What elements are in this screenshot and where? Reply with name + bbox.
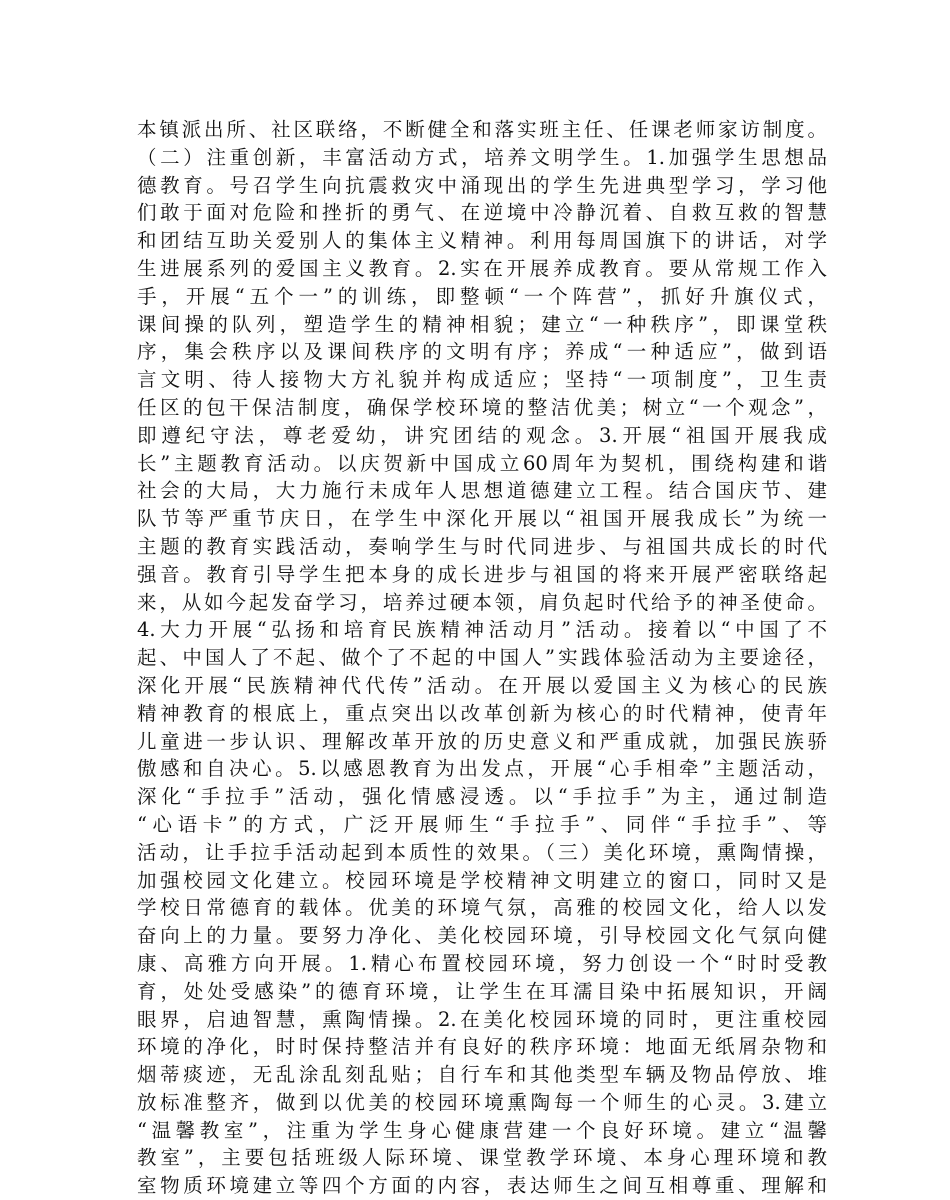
text-line: 康、高雅方向开展。1.精心布置校园环境，努力创设一个“时时受教 — [137, 951, 827, 975]
text-line: 社会的大局，大力施行未成年人思想道德建立工程。结合国庆节、建 — [137, 479, 827, 503]
text-line: （二）注重创新，丰富活动方式，培养文明学生。1.加强学生思想品 — [137, 145, 827, 169]
text-line: 奋向上的力量。要努力净化、美化校园环境，引导校园文化气氛向健 — [137, 924, 827, 948]
text-line: 放标准整齐，做到以优美的校园环境熏陶每一个师生的心灵。3.建立 — [137, 1090, 827, 1114]
text-line: 环境的净化，时时保持整洁并有良好的秩序环境：地面无纸屑杂物和 — [137, 1035, 827, 1059]
body-text — [137, 116, 827, 1200]
text-line: 序，集会秩序以及课间秩序的文明有序；养成“一种适应”，做到语 — [137, 340, 827, 364]
text-line: 强音。教育引导学生把本身的成长进步与祖国的将来开展严密联络起 — [137, 562, 827, 586]
text-line: 儿童进一步认识、理解改革开放的历史意义和严重成就，加强民族骄 — [137, 729, 827, 753]
text-line: “温馨教室”，注重为学生身心健康营建一个良好环境。建立“温馨 — [137, 1118, 827, 1142]
text-line: 们敢于面对危险和挫折的勇气、在逆境中冷静沉着、自救互救的智慧 — [137, 201, 827, 225]
text-line: 活动，让手拉手活动起到本质性的效果。（三）美化环境，熏陶情操， — [137, 840, 827, 864]
text-line: 室物质环境建立等四个方面的内容，表达师生之间互相尊重、理解和 — [137, 1174, 827, 1198]
text-line: “心语卡”的方式，广泛开展师生“手拉手”、同伴“手拉手”、等 — [137, 812, 827, 836]
text-line: 本镇派出所、社区联络，不断健全和落实班主任、任课老师家访制度。 — [137, 118, 827, 141]
text-line: 队节等严重节庆日，在学生中深化开展以“祖国开展我成长”为统一 — [137, 507, 827, 531]
text-line: 即遵纪守法，尊老爱幼，讲究团结的观念。3.开展“祖国开展我成 — [137, 423, 827, 447]
text-line: 教室”，主要包括班级人际环境、课堂教学环境、本身心理环境和教 — [137, 1146, 827, 1170]
text-line: 主题的教育实践活动，奏响学生与时代同进步、与祖国共成长的时代 — [137, 534, 827, 558]
text-line: 精神教育的根底上，重点突出以改革创新为核心的时代精神，使青年 — [137, 701, 827, 725]
text-line: 深化“手拉手”活动，强化情感浸透。以“手拉手”为主，通过制造 — [137, 785, 827, 809]
text-line: 学校日常德育的载体。优美的环境气氛，高雅的校园文化，给人以发 — [137, 896, 827, 920]
text-line: 眼界，启迪智慧，熏陶情操。2.在美化校园环境的同时，更注重校园 — [137, 1007, 827, 1031]
text-line: 加强校园文化建立。校园环境是学校精神文明建立的窗口，同时又是 — [137, 868, 827, 892]
text-line: 手，开展“五个一”的训练，即整顿“一个阵营”，抓好升旗仪式， — [137, 284, 827, 308]
text-line: 课间操的队列，塑造学生的精神相貌；建立“一种秩序”，即课堂秩 — [137, 312, 827, 336]
text-line: 言文明、待人接物大方礼貌并构成适应；坚持“一项制度”，卫生责 — [137, 368, 827, 392]
text-line: 烟蒂痰迹，无乱涂乱刻乱贴；自行车和其他类型车辆及物品停放、堆 — [137, 1063, 827, 1087]
text-line: 来，从如今起发奋学习，培养过硬本领，肩负起时代给予的神圣使命。 — [137, 590, 827, 614]
text-line: 长”主题教育活动。以庆贺新中国成立60周年为契机，围绕构建和谐 — [137, 451, 827, 475]
text-line: 4.大力开展“弘扬和培育民族精神活动月”活动。接着以“中国了不 — [137, 618, 827, 642]
text-line: 起、中国人了不起、做个了不起的中国人”实践体验活动为主要途径， — [137, 646, 827, 670]
text-line: 和团结互助关爱别人的集体主义精神。利用每周国旗下的讲话，对学 — [137, 229, 827, 253]
text-line: 育，处处受感染”的德育环境，让学生在耳濡目染中拓展知识，开阔 — [137, 979, 827, 1003]
text-line: 任区的包干保洁制度，确保学校环境的整洁优美；树立“一个观念”， — [137, 395, 827, 419]
text-line: 生进展系列的爱国主义教育。2.实在开展养成教育。要从常规工作入 — [137, 256, 827, 280]
text-line: 深化开展“民族精神代代传”活动。在开展以爱国主义为核心的民族 — [137, 673, 827, 697]
text-line: 德教育。号召学生向抗震救灾中涌现出的学生先进典型学习，学习他 — [137, 173, 827, 197]
text-line: 傲感和自决心。5.以感恩教育为出发点，开展“心手相牵”主题活动， — [137, 757, 827, 781]
